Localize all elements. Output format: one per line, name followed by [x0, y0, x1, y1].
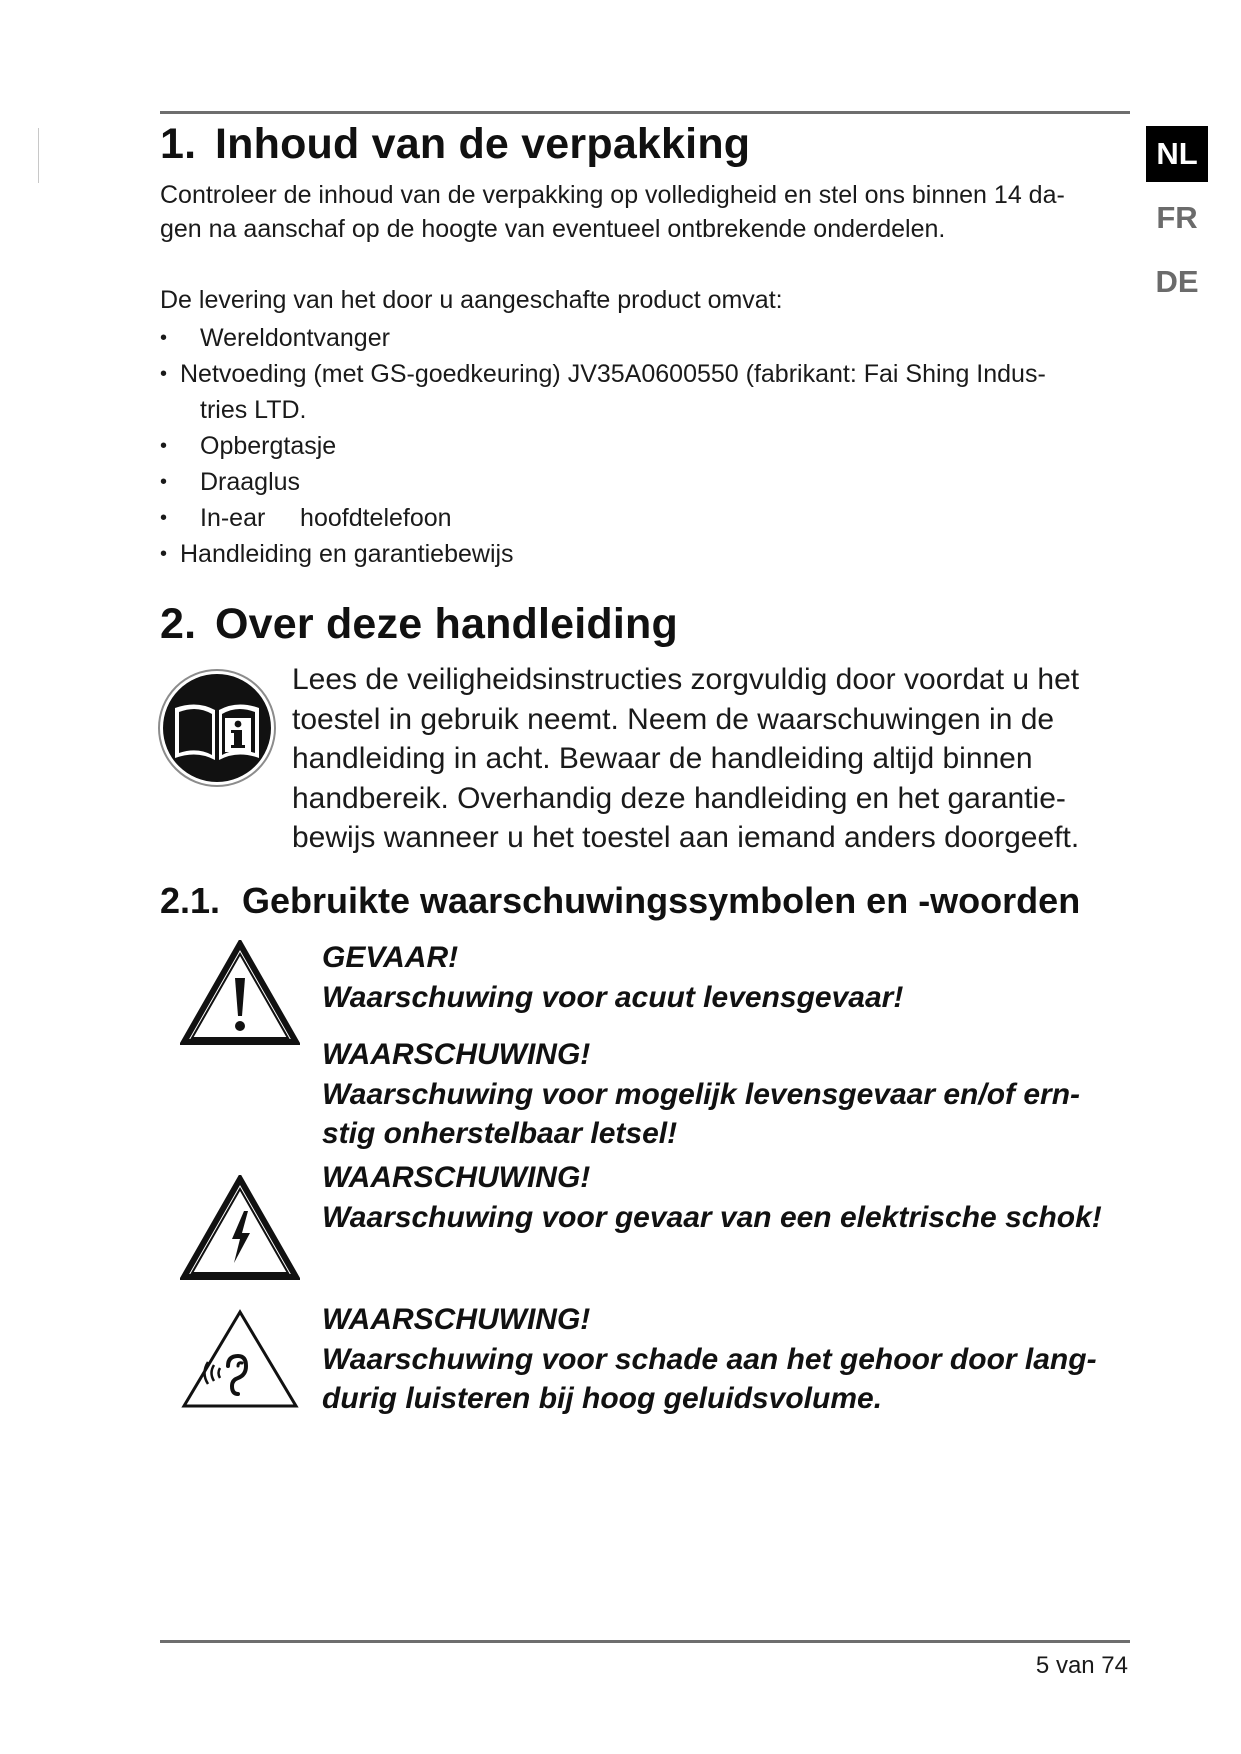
warning-electric-shock — [322, 1158, 1142, 1237]
list-item-text: Opbergtasje — [200, 432, 337, 460]
list-item-text: Draaglus — [200, 468, 301, 496]
top-rule — [160, 111, 1130, 114]
list-item — [160, 428, 1120, 464]
margin-mark — [38, 128, 39, 183]
language-tab-nl[interactable]: NL — [1146, 126, 1208, 182]
section-1-number: 1. — [160, 120, 197, 168]
page-number: 5 van 74 — [1035, 1652, 1128, 1679]
section-2-heading — [160, 600, 678, 649]
section-2-number: 2. — [160, 600, 197, 648]
section-2-1-title: Gebruikte waarschuwingssymbolen en -woorden — [242, 880, 1081, 921]
warning-danger — [322, 938, 1142, 1017]
language-tab-fr[interactable]: FR — [1156, 200, 1198, 235]
warning-serious-injury — [322, 1035, 1142, 1153]
list-item — [160, 536, 1120, 572]
warning-keyword: GEVAAR! — [322, 941, 459, 974]
section-2-1-heading — [160, 880, 1080, 922]
warning-text: Waarschuwing voor mogelijk levensgevaar en/of ern- stig onherstelbaar letsel! — [322, 1078, 1081, 1150]
section-2-1-number: 2.1. — [160, 880, 221, 921]
list-item — [160, 356, 1120, 428]
list-item-text: In-ear hoofdtelefoon — [200, 504, 452, 532]
section-1-title: Inhoud van de verpakking — [215, 120, 751, 168]
manual-info-icon — [157, 668, 277, 788]
warning-keyword: WAARSCHUWING! — [322, 1038, 591, 1071]
warning-text: Waarschuwing voor schade aan het gehoor door lang- durig luisteren bij hoog geluidsvolume. — [322, 1343, 1097, 1415]
list-item — [160, 464, 1120, 500]
warning-text: Waarschuwing voor acuut levensgevaar! — [322, 981, 904, 1014]
section-2-title: Over deze handleiding — [215, 600, 678, 648]
delivery-intro: De levering van het door u aangeschafte product omvat: — [160, 286, 783, 314]
warning-text: Waarschuwing voor gevaar van een elektrische schok! — [322, 1201, 1102, 1234]
section-1-intro: Controleer de inhoud van de verpakking op volledigheid en stel ons binnen 14 da- gen na aanschaf op de hoogte van eventueel ontbrekende onderdelen. — [160, 181, 1065, 243]
ear-triangle-icon — [180, 1308, 300, 1412]
list-item — [160, 500, 1120, 536]
exclamation-triangle-icon — [180, 940, 300, 1048]
bottom-rule — [160, 1640, 1130, 1643]
lightning-triangle-icon — [180, 1175, 300, 1283]
warning-hearing-damage — [322, 1300, 1142, 1418]
list-item — [160, 320, 1120, 356]
list-item-text: Handleiding en garantiebewijs — [180, 540, 514, 568]
warning-keyword: WAARSCHUWING! — [322, 1303, 591, 1336]
warning-keyword: WAARSCHUWING! — [322, 1161, 591, 1194]
language-tab-de[interactable]: DE — [1155, 264, 1199, 299]
list-item-text: Wereldontvanger — [200, 324, 390, 352]
list-item-text: Netvoeding (met GS-goedkeuring) JV35A0600550 (fabrikant: Fai Shing Indus- — [180, 360, 1046, 388]
package-contents-list — [160, 320, 1120, 572]
list-item-continuation: tries LTD. — [200, 396, 307, 424]
section-2-text: Lees de veiligheidsinstructies zorgvuldig door voordat u het toestel in gebruik neemt. Neem de waarschuwingen in de handleiding in acht. Bewaar de handleiding altijd binnen handbereik. Overhandig deze handleiding en het garantie- bewijs wanneer u het toestel aan iemand anders doorgeeft. — [292, 663, 1080, 854]
section-1-heading — [160, 120, 750, 169]
